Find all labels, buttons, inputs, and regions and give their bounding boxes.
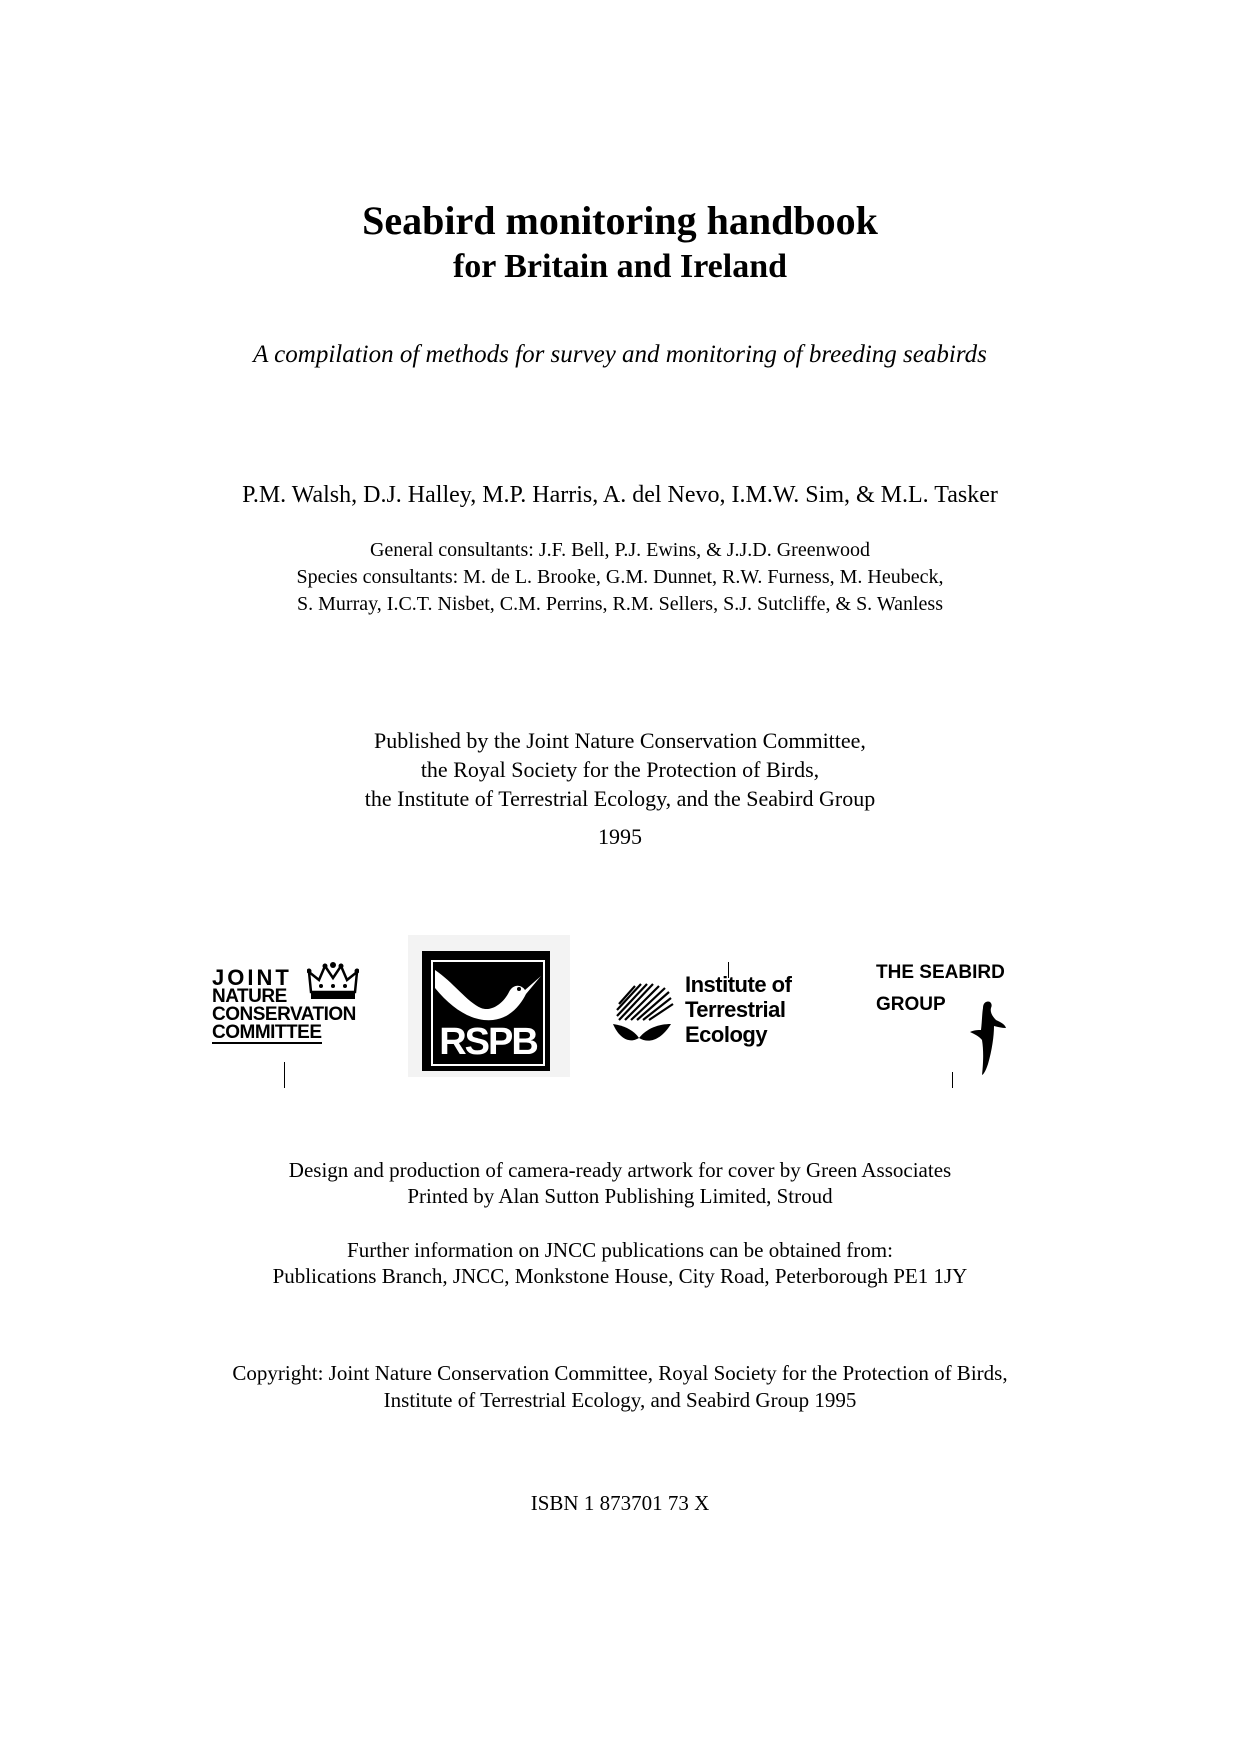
copyright-notice [0,1360,1240,1414]
publisher-block [0,726,1240,813]
avocet-icon [433,962,543,1024]
tagline: A compilation of methods for survey and monitoring of breeding seabirds [253,341,987,368]
jncc-word-joint: JOINT [212,965,292,990]
jncc-word-nature: NATURE [212,986,287,1007]
seabird-group-word-1: THE SEABIRD [876,962,1005,983]
seabird-silhouette-icon [968,1000,1008,1076]
further-info-line-2: Publications Branch, JNCC, Monkstone House, City Road, Peterborough PE1 1JY [272,1264,968,1288]
ite-logo-text [685,972,791,1047]
jncc-mark-line [284,1062,285,1088]
jncc-word-committee: COMMITTEE [212,1022,322,1043]
jncc-logo [212,960,362,1050]
page-subtitle: for Britain and Ireland [452,248,788,285]
consultants [0,537,1240,618]
seabird-group-logo [876,955,1036,1075]
crown-icon [307,962,359,1002]
rspb-logo-text: RSPB [439,1021,537,1063]
seabird-group-word-2: GROUP [876,994,946,1015]
publisher-line-3: the Institute of Terrestrial Ecology, and the Seabird Group [364,786,876,811]
rspb-logo-frame [422,951,550,1071]
design-credit: Design and production of camera-ready artwork for cover by Green Associates [288,1158,952,1182]
ite-word-terrestrial: Terrestrial [685,997,786,1022]
copyright-line-2: Institute of Terrestrial Ecology, and Seabird Group 1995 [383,1388,857,1412]
ite-logo [607,950,817,1050]
species-consultants-line-2: S. Murray, I.C.T. Nisbet, C.M. Perrins, R.M. Sellers, S.J. Sutcliffe, & S. Wanless [297,593,943,615]
authors: P.M. Walsh, D.J. Halley, M.P. Harris, A. del Nevo, I.M.W. Sim, & M.L. Tasker [242,482,998,508]
further-info-line-1: Further information on JNCC publications can be obtained from: [347,1238,893,1262]
publisher-line-1: Published by the Joint Nature Conservation Committee, [374,728,866,753]
ite-word-institute: Institute of [685,972,792,997]
publication-year: 1995 [598,824,642,849]
jncc-word-conservation: CONSERVATION [212,1004,356,1025]
rspb-logo-panel [431,960,545,1066]
seabird-mark-line [952,1072,953,1088]
production-credits [0,1157,1240,1209]
printer-credit: Printed by Alan Sutton Publishing Limited, Stroud [407,1184,833,1208]
general-consultants: General consultants: J.F. Bell, P.J. Ewins, & J.J.D. Greenwood [369,539,871,561]
page-title: Seabird monitoring handbook [362,198,878,243]
species-consultants-line-1: Species consultants: M. de L. Brooke, G.M. Dunnet, R.W. Furness, M. Heubeck, [296,566,944,588]
rspb-logo [408,935,570,1077]
ite-word-ecology: Ecology [685,1022,768,1047]
publisher-line-2: the Royal Society for the Protection of Birds, [420,757,820,782]
further-information [0,1237,1240,1289]
isbn: ISBN 1 873701 73 X [530,1491,710,1515]
ite-emblem-icon [609,978,681,1050]
copyright-line-1: Copyright: Joint Nature Conservation Committee, Royal Society for the Protection of Birds, [232,1361,1008,1385]
